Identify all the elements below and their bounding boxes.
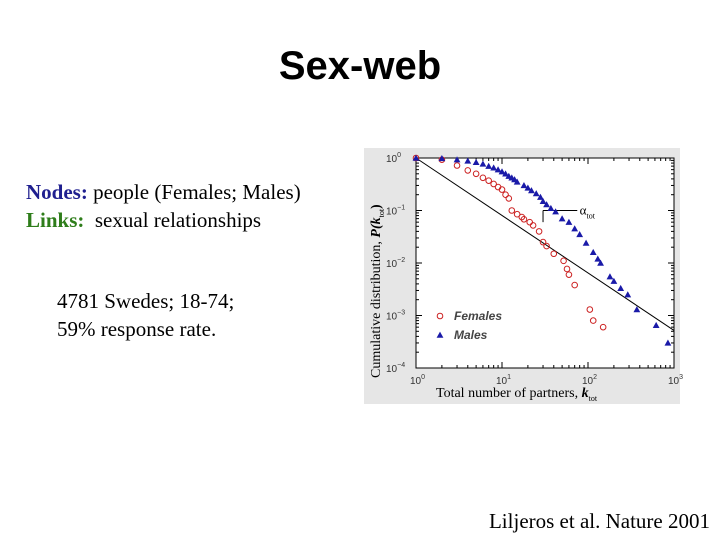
x-tick-label: $10^0$ <box>410 374 426 387</box>
y-tick-label: $10^{-1}$ <box>386 204 406 218</box>
slide-title: Sex-web <box>278 44 442 88</box>
links-key: Links: <box>26 208 85 232</box>
y-axis-label: Cumulative distribution, $P(k_{tot})$ <box>369 204 386 378</box>
sample-info <box>57 287 234 343</box>
y-tick-label: $10^{-3}$ <box>386 309 406 323</box>
x-tick-label: $10^3$ <box>668 374 684 387</box>
y-tick-label: $10^0$ <box>386 152 402 165</box>
sample-line-2: 59% response rate. <box>57 317 217 341</box>
network-description <box>26 178 301 234</box>
x-tick-label: $10^1$ <box>496 374 512 387</box>
x-tick-label: $10^2$ <box>582 374 598 387</box>
alpha-annotation: $\alpha_{tot}$ <box>579 202 595 221</box>
y-tick-label: $10^{-4}$ <box>386 362 406 375</box>
legend-label: Males <box>454 328 488 342</box>
x-axis-label: Total number of partners, $k_{tot}$ <box>436 386 598 403</box>
sample-line-1: 4781 Swedes; 18-74; <box>57 289 235 313</box>
citation: Liljeros et al. Nature 2001 <box>488 509 710 533</box>
links-line <box>26 206 301 234</box>
nodes-text: people (Females; Males) <box>87 180 301 204</box>
y-tick-label: $10^{-2}$ <box>386 257 406 270</box>
links-text: sexual relationships <box>84 208 262 232</box>
nodes-key: Nodes: <box>26 180 88 204</box>
legend-label: Females <box>454 309 503 323</box>
partners-distribution-chart <box>364 148 684 404</box>
nodes-line <box>26 178 301 206</box>
